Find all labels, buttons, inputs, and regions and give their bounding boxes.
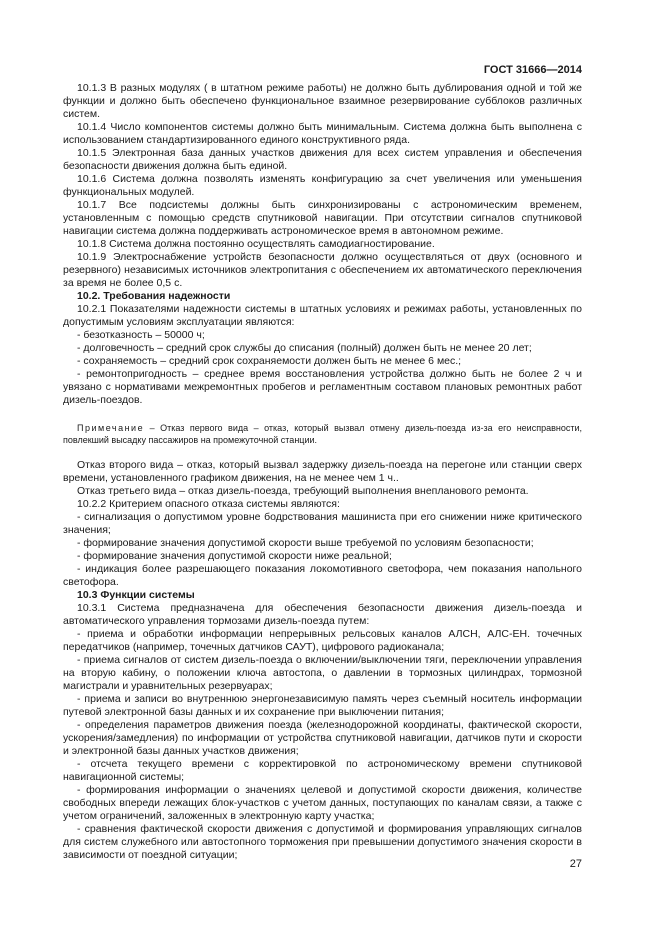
body-paragraph: - отсчета текущего времени с корректировкой по астрономическому времени спутниковой навигационной системы;	[63, 758, 582, 783]
body-paragraph: - индикация более разрешающего показания локомотивного светофора, чем показания напольного светофора.	[63, 563, 582, 588]
body-paragraph: - ремонтопригодность – среднее время восстановления устройства должно быть не более 2 ч и увязано с нормативами межремонтных пробегов и регламентным составом плановых ремонтных работ дизель-поездов.	[63, 368, 582, 406]
page-number: 27	[569, 858, 582, 870]
body-paragraph: - формирование значения допустимой скорости ниже реальной;	[77, 550, 392, 562]
body-paragraph: - приема и обработки информации непрерывных рельсовых каналов АЛСН, АЛС-ЕН. точечных передатчиков (например, точечных датчиков САУТ), цифрового радиоканала;	[63, 628, 582, 653]
body-paragraph: - формирование значения допустимой скорости выше требуемой по условиям безопасности;	[77, 537, 534, 549]
note-text: – Отказ первого вида – отказ, который вызвал отмену дизель-поезда из-за его неисправности, повлекший высадку пассажиров на промежуточной станции.	[63, 423, 582, 445]
body-paragraph: Отказ третьего вида – отказ дизель-поезда, требующий выполнения внепланового ремонта.	[77, 485, 529, 497]
body-paragraph: - сохраняемость – средний срок сохраняемости должен быть не менее 6 мес.;	[77, 355, 462, 367]
note-label: Примечание	[77, 423, 145, 433]
note-paragraph	[63, 422, 582, 446]
body-paragraph: - формирования информации о значениях целевой и допустимой скорости движения, количестве свободных впереди лежащих блок-участков с учетом данных, поступающих по каналам связи, а также с учетом ограничений, заложенных в электронную карту участка;	[63, 784, 582, 822]
body-paragraph: - приема и записи во внутреннюю энергонезависимую память через съемный носитель информации путевой электронной базы данных и их сохранение при выключении питания;	[63, 693, 582, 718]
body-paragraph: 10.1.6 Система должна позволять изменять конфигурацию за счет увеличения или уменьшения функциональных модулей.	[63, 173, 582, 198]
body-paragraph: 10.3.1 Система предназначена для обеспечения безопасности движения дизель-поезда и автоматического управления тормозами дизель-поезда путем:	[63, 602, 582, 627]
body-paragraph: - приема сигналов от систем дизель-поезда о включении/выключении тяги, переключении управления на вторую кабину, о положении ключа автостопа, о давлении в тормозных цилиндрах, тормозной магистрали и уравнительных резервуарах;	[63, 654, 582, 692]
section-heading: 10.2. Требования надежности	[77, 290, 231, 302]
section-heading: 10.3 Функции системы	[77, 589, 195, 601]
document-body	[63, 82, 582, 862]
standard-designation: ГОСТ 31666—2014	[483, 64, 582, 76]
body-paragraph: 10.2.2 Критерием опасного отказа системы являются:	[77, 498, 340, 510]
body-paragraph: 10.2.1 Показателями надежности системы в штатных условиях и режимах работы, установленных по допустимым условиям эксплуатации являются:	[63, 303, 582, 328]
body-paragraph: - определения параметров движения поезда (железнодорожной координаты, фактической скорости, ускорения/замедления) по информации от устройства спутниковой навигации, датчиков пути и скорости и электронной базы данных участков движения;	[63, 719, 582, 757]
body-paragraph: 10.1.4 Число компонентов системы должно быть минимальным. Система должна быть выполнена с использованием стандартизированного единого конструктивного ряда.	[63, 121, 582, 146]
body-paragraph: 10.1.8 Система должна постоянно осуществлять самодиагностирование.	[77, 238, 435, 250]
body-paragraph: 10.1.7 Все подсистемы должны быть синхронизированы с астрономическим временем, установленным с помощью средств спутниковой навигации. При отсутствии сигналов спутниковой навигации система должна поддерживать астрономическое время в автономном режиме.	[63, 199, 582, 237]
body-paragraph: - сигнализация о допустимом уровне бодрствования машиниста при его снижении ниже критического значения;	[63, 511, 582, 536]
body-paragraph: 10.1.3 В разных модулях ( в штатном режиме работы) не должно быть дублирования одной и той же функции и должно быть обеспечено функциональное взаимное резервирование субблоков различных систем.	[63, 82, 582, 120]
body-paragraph: 10.1.5 Электронная база данных участков движения для всех систем управления и обеспечения безопасности движения должна быть единой.	[63, 147, 582, 172]
body-paragraph: - долговечность – средний срок службы до списания (полный) должен быть не менее 20 лет;	[77, 342, 532, 354]
body-paragraph: Отказ второго вида – отказ, который вызвал задержку дизель-поезда на перегоне или станции сверх времени, установленного графиком движения, на не менее чем 1 ч..	[63, 459, 582, 484]
body-paragraph: - сравнения фактической скорости движения с допустимой и формирования управляющих сигналов для систем служебного или автостопного торможения при превышении допустимого значения скорости в зависимости от поездной ситуации;	[63, 823, 582, 861]
body-paragraph: - безотказность – 50000 ч;	[77, 329, 205, 341]
body-paragraph: 10.1.9 Электроснабжение устройств безопасности должно осуществляться от двух (основного и резервного) независимых источников электропитания с обеспечением их автоматического переключения за время не более 0,5 с.	[63, 251, 582, 289]
